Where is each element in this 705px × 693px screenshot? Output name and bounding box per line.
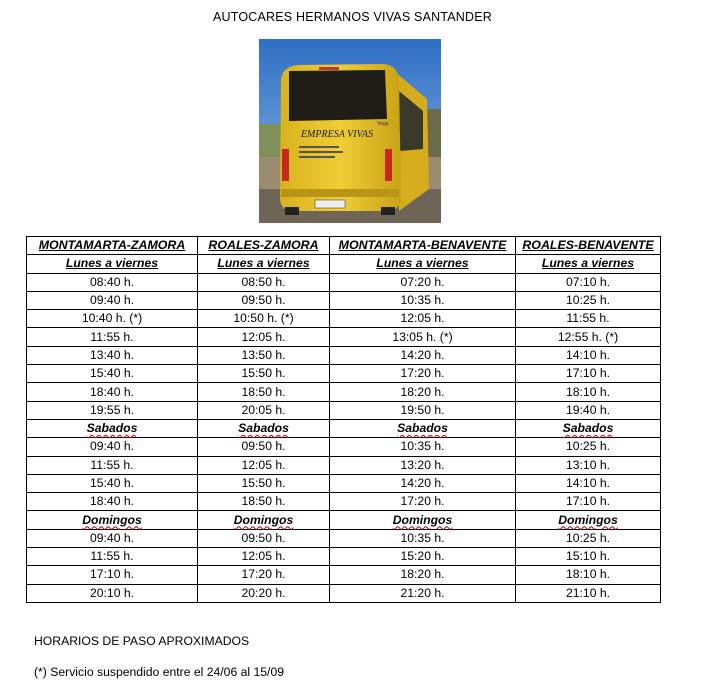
table-row: [27, 529, 661, 547]
section-label: Domingos: [233, 512, 294, 527]
time-cell: 17:10 h.: [516, 365, 661, 383]
section-label-cell: [27, 511, 198, 529]
bus-lettering: EMPRESA VIVAS: [300, 129, 374, 140]
column-header: MONTAMARTA-BENAVENTE: [330, 237, 516, 255]
column-header: ROALES-ZAMORA: [198, 237, 330, 255]
section-label: Domingos: [558, 512, 618, 527]
section-label: Lunes a viernes: [516, 255, 661, 273]
document-title: AUTOCARES HERMANOS VIVAS SANTANDER: [212, 10, 493, 24]
time-cell: 11:55 h.: [27, 456, 198, 474]
table-row: [27, 566, 661, 584]
suspension-note: (*) Servicio suspendido entre el 24/06 al 15/09: [34, 665, 284, 679]
time-cell: 15:10 h.: [516, 548, 661, 566]
time-cell: 09:50 h.: [198, 291, 330, 309]
table-row: [27, 273, 661, 291]
table-row: [27, 383, 661, 401]
time-cell: 07:20 h.: [330, 273, 516, 291]
time-cell: 17:20 h.: [330, 493, 516, 511]
table-row: [27, 291, 661, 309]
time-cell: 18:50 h.: [198, 383, 330, 401]
time-cell: 18:20 h.: [330, 566, 516, 584]
time-cell: 14:20 h.: [330, 474, 516, 492]
section-label: Domingos: [82, 512, 142, 527]
time-cell: 19:50 h.: [330, 401, 516, 419]
table-row: [27, 548, 661, 566]
time-cell: 08:40 h.: [27, 273, 198, 291]
time-cell: 13:20 h.: [330, 456, 516, 474]
time-cell: 12:05 h.: [198, 548, 330, 566]
table-row: [27, 456, 661, 474]
section-label-cell: [330, 419, 516, 437]
time-cell: 17:20 h.: [198, 566, 330, 584]
time-cell: 07:10 h.: [516, 273, 661, 291]
table-row: [27, 584, 661, 602]
bus-brand: Vega: [377, 121, 389, 127]
section-label: Sabados: [397, 421, 448, 436]
schedule-body: [27, 255, 661, 603]
bus-photo: [259, 39, 441, 223]
time-cell: 20:10 h.: [27, 584, 198, 602]
header-row: [27, 237, 661, 255]
time-cell: 20:05 h.: [198, 401, 330, 419]
section-label-cell: [516, 419, 661, 437]
section-label: Sabados: [238, 421, 289, 436]
time-cell: 10:25 h.: [516, 529, 661, 547]
time-cell: 19:40 h.: [516, 401, 661, 419]
time-cell: 21:10 h.: [516, 584, 661, 602]
time-cell: 12:05 h.: [198, 456, 330, 474]
column-header: ROALES-BENAVENTE: [516, 237, 661, 255]
time-cell: 17:20 h.: [330, 365, 516, 383]
section-row: [27, 255, 661, 273]
time-cell: 18:40 h.: [27, 383, 198, 401]
approx-times-note: HORARIOS DE PASO APROXIMADOS: [34, 634, 250, 648]
section-label: Lunes a viernes: [198, 255, 330, 273]
time-cell: 13:05 h. (*): [330, 328, 516, 346]
time-cell: 09:50 h.: [198, 529, 330, 547]
time-cell: 10:40 h. (*): [27, 310, 198, 328]
section-label: Lunes a viernes: [330, 255, 516, 273]
time-cell: 09:50 h.: [198, 438, 330, 456]
table-row: [27, 438, 661, 456]
section-label-cell: [198, 511, 330, 529]
time-cell: 18:10 h.: [516, 383, 661, 401]
table-row: [27, 328, 661, 346]
time-cell: 09:40 h.: [27, 291, 198, 309]
time-cell: 10:50 h. (*): [198, 310, 330, 328]
time-cell: 15:20 h.: [330, 548, 516, 566]
table-row: [27, 365, 661, 383]
time-cell: 13:40 h.: [27, 346, 198, 364]
table-row: [27, 401, 661, 419]
time-cell: 18:40 h.: [27, 493, 198, 511]
table-row: [27, 346, 661, 364]
column-header: MONTAMARTA-ZAMORA: [27, 237, 198, 255]
time-cell: 21:20 h.: [330, 584, 516, 602]
time-cell: 19:55 h.: [27, 401, 198, 419]
section-label-cell: [516, 511, 661, 529]
time-cell: 20:20 h.: [198, 584, 330, 602]
time-cell: 15:50 h.: [198, 365, 330, 383]
section-label: Domingos: [392, 512, 453, 527]
time-cell: 09:40 h.: [27, 529, 198, 547]
time-cell: 14:20 h.: [330, 346, 516, 364]
time-cell: 12:05 h.: [330, 310, 516, 328]
section-label-cell: [330, 511, 516, 529]
time-cell: 11:55 h.: [516, 310, 661, 328]
time-cell: 10:35 h.: [330, 529, 516, 547]
table-row: [27, 310, 661, 328]
time-cell: 10:35 h.: [330, 291, 516, 309]
section-label: Sabados: [562, 421, 614, 436]
time-cell: 15:40 h.: [27, 365, 198, 383]
time-cell: 10:25 h.: [516, 438, 661, 456]
time-cell: 17:10 h.: [27, 566, 198, 584]
time-cell: 10:35 h.: [330, 438, 516, 456]
time-cell: 15:40 h.: [27, 474, 198, 492]
time-cell: 12:55 h. (*): [516, 328, 661, 346]
time-cell: 08:50 h.: [198, 273, 330, 291]
section-label-cell: [27, 419, 198, 437]
schedule-table: [26, 236, 661, 603]
time-cell: 13:10 h.: [516, 456, 661, 474]
time-cell: 17:10 h.: [516, 493, 661, 511]
time-cell: 18:20 h.: [330, 383, 516, 401]
table-row: [27, 474, 661, 492]
time-cell: 15:50 h.: [198, 474, 330, 492]
time-cell: 13:50 h.: [198, 346, 330, 364]
time-cell: 12:05 h.: [198, 328, 330, 346]
section-label: Lunes a viernes: [27, 255, 198, 273]
time-cell: 18:50 h.: [198, 493, 330, 511]
time-cell: 10:25 h.: [516, 291, 661, 309]
time-cell: 11:55 h.: [27, 548, 198, 566]
time-cell: 14:10 h.: [516, 346, 661, 364]
time-cell: 14:10 h.: [516, 474, 661, 492]
time-cell: 18:10 h.: [516, 566, 661, 584]
time-cell: 09:40 h.: [27, 438, 198, 456]
section-label: Sabados: [86, 421, 138, 436]
section-row: [27, 511, 661, 529]
section-label-cell: [198, 419, 330, 437]
time-cell: 11:55 h.: [27, 328, 198, 346]
section-row: [27, 419, 661, 437]
table-row: [27, 493, 661, 511]
